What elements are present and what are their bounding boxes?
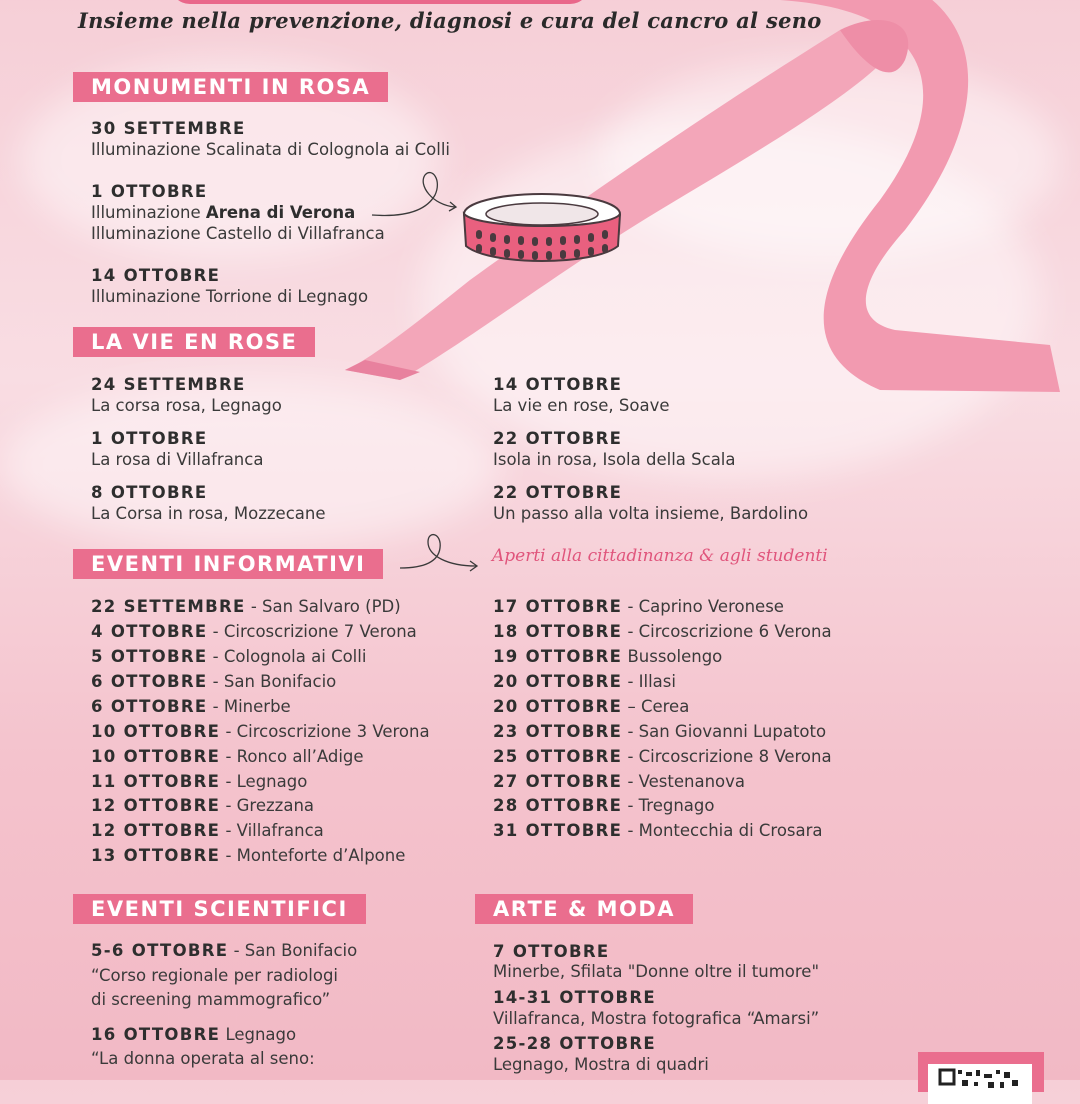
event-date: 24 SETTEMBRE xyxy=(91,375,246,394)
list-item: 13 OTTOBRE - Monteforte d’Alpone xyxy=(91,846,406,865)
curly-arrow-icon xyxy=(370,165,460,225)
list-item: 16 OTTOBRE Legnago xyxy=(91,1025,297,1044)
list-item: 19 OTTOBRE Bussolengo xyxy=(493,647,723,666)
qr-icon xyxy=(928,1064,1032,1094)
audience-note: Aperti alla cittadinanza & agli studenti xyxy=(492,546,828,566)
event-date: 1 OTTOBRE xyxy=(91,182,208,201)
list-item: 6 OTTOBRE - San Bonifacio xyxy=(91,672,337,691)
event-date: 14-31 OTTOBRE xyxy=(493,988,656,1007)
event-desc: Illuminazione Torrione di Legnago xyxy=(91,287,369,306)
event-date: 22 OTTOBRE xyxy=(493,429,623,448)
list-item: 28 OTTOBRE - Tregnago xyxy=(493,796,715,815)
arena-di-verona-icon xyxy=(460,190,625,272)
event-desc: Un passo alla volta insieme, Bardolino xyxy=(493,504,809,523)
event-desc: di screening mammografico” xyxy=(91,990,331,1009)
list-item: 5-6 OTTOBRE - San Bonifacio xyxy=(91,941,358,960)
list-item: 18 OTTOBRE - Circoscrizione 6 Verona xyxy=(493,622,832,641)
qr-code-pattern xyxy=(928,1064,1032,1104)
list-item: 20 OTTOBRE – Cerea xyxy=(493,697,690,716)
event-desc: Illuminazione Arena di Verona xyxy=(91,203,356,222)
list-item: 5 OTTOBRE - Colognola ai Colli xyxy=(91,647,367,666)
section-title-informativi: EVENTI INFORMATIVI xyxy=(73,549,383,579)
qr-code[interactable] xyxy=(918,1052,1044,1092)
list-item: 12 OTTOBRE - Grezzana xyxy=(91,796,315,815)
list-item: 17 OTTOBRE - Caprino Veronese xyxy=(493,597,784,616)
event-date: 25-28 OTTOBRE xyxy=(493,1034,656,1053)
section-title-scientifici: EVENTI SCIENTIFICI xyxy=(73,894,366,924)
event-date: 30 SETTEMBRE xyxy=(91,119,246,138)
list-item: 31 OTTOBRE - Montecchia di Crosara xyxy=(493,821,823,840)
event-desc: La Corsa in rosa, Mozzecane xyxy=(91,504,326,523)
event-date: 7 OTTOBRE xyxy=(493,942,610,961)
event-date: 14 OTTOBRE xyxy=(91,266,221,285)
list-item: 6 OTTOBRE - Minerbe xyxy=(91,697,291,716)
event-desc: Illuminazione Castello di Villafranca xyxy=(91,224,385,243)
event-date: 14 OTTOBRE xyxy=(493,375,623,394)
list-item: 27 OTTOBRE - Vestenanova xyxy=(493,772,746,791)
section-title-arte-moda: ARTE & MODA xyxy=(475,894,693,924)
event-desc: Villafranca, Mostra fotografica “Amarsi” xyxy=(493,1009,820,1028)
event-desc: La corsa rosa, Legnago xyxy=(91,396,282,415)
event-desc: Illuminazione Scalinata di Colognola ai Colli xyxy=(91,140,451,159)
list-item: 10 OTTOBRE - Circoscrizione 3 Verona xyxy=(91,722,430,741)
event-date: 8 OTTOBRE xyxy=(91,483,208,502)
event-desc: “Corso regionale per radiologi xyxy=(91,966,339,985)
arena-highlight: Arena di Verona xyxy=(205,203,356,222)
section-title-monumenti: MONUMENTI IN ROSA xyxy=(73,72,388,102)
event-desc: Isola in rosa, Isola della Scala xyxy=(493,450,736,469)
list-item: 23 OTTOBRE - San Giovanni Lupatoto xyxy=(493,722,827,741)
list-item: 20 OTTOBRE - Illasi xyxy=(493,672,676,691)
event-desc: La rosa di Villafranca xyxy=(91,450,264,469)
list-item: 4 OTTOBRE - Circoscrizione 7 Verona xyxy=(91,622,417,641)
event-desc: La vie en rose, Soave xyxy=(493,396,670,415)
event-date: 22 OTTOBRE xyxy=(493,483,623,502)
curly-arrow-icon xyxy=(398,528,482,576)
list-item: 11 OTTOBRE - Legnago xyxy=(91,772,308,791)
list-item: 25 OTTOBRE - Circoscrizione 8 Verona xyxy=(493,747,832,766)
list-item: 12 OTTOBRE - Villafranca xyxy=(91,821,324,840)
tagline: Insieme nella prevenzione, diagnosi e cura del cancro al seno xyxy=(78,8,822,33)
event-date: 1 OTTOBRE xyxy=(91,429,208,448)
list-item: 10 OTTOBRE - Ronco all’Adige xyxy=(91,747,364,766)
section-title-vie-en-rose: LA VIE EN ROSE xyxy=(73,327,315,357)
event-desc: Minerbe, Sfilata "Donne oltre il tumore" xyxy=(493,962,820,981)
event-desc: “La donna operata al seno: xyxy=(91,1049,315,1068)
event-desc: Legnago, Mostra di quadri xyxy=(493,1055,709,1074)
list-item: 22 SETTEMBRE - San Salvaro (PD) xyxy=(91,597,401,616)
